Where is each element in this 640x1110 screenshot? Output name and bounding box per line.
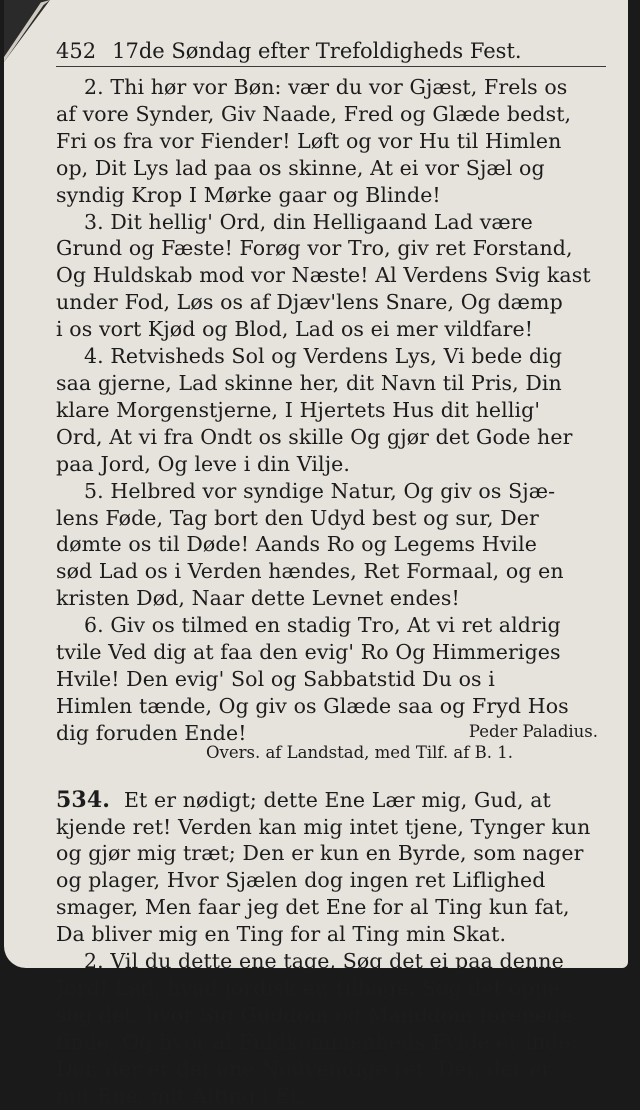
verse-line: Der, der er det ene Nødvendige ret, Der, der er [56, 1056, 552, 1081]
hymn-separator [56, 763, 606, 787]
page-body [56, 74, 606, 1110]
verse-line: og gjør mig træt; Den er kun en Byrde, som nager [56, 841, 584, 866]
verse-line: syndig Krop I Mørke gaar og Blinde! [56, 182, 441, 207]
verse-line: kjende ret! Verden kan mig intet tjene, Tynger kun [56, 814, 591, 839]
verse-line: og plager, Hvor Sjælen dog ingen ret Liflighed [56, 868, 546, 893]
verse-line: søg det, hvor Sig Guddom og Manddom forenede [56, 1002, 573, 1027]
verse-line: paa Jord, Og leve i din Vilje. [56, 451, 350, 476]
verse-line: Ord, At vi fra Ondt os skille Og gjør det Gode her [56, 424, 573, 449]
verse-line: sød Lad os i Verden hændes, Ret Formaal, og en [56, 559, 564, 584]
verse-line: dig foruden Ende! [56, 720, 247, 745]
verse-line: tvile Ved dig at faa den evig' Ro Og Himmeriges [56, 640, 561, 665]
verse-line: smager, Men faar jeg det Ene for al Ting kun fat, [56, 895, 570, 920]
hymn-number: 534. [56, 786, 110, 813]
running-header [56, 36, 606, 67]
verse-line: klare Morgenstjerne, I Hjertets Hus dit hellig' [56, 397, 541, 422]
author-signature: Peder Paladius. [468, 721, 598, 741]
verse-line: 2. Thi hør vor Bøn: vær du vor Gjæst, Frels os [84, 75, 568, 99]
verse-line: Et er nødigt; dette Ene Lær mig, Gud, at [123, 787, 551, 812]
verse-line: under Fod, Løs os af Djæv'lens Snare, Og dæmp [56, 290, 563, 315]
page-corner [4, 0, 50, 62]
verse-line: Jord! Lad, hvad jordisk er, tilbage, Søg det oppe, [56, 976, 567, 1000]
verse-line: finde, Og hvor al Fuldkommenheds Fylde er inde; [56, 1029, 578, 1054]
verse-line: Da bliver mig en Ting for al Ting min Skat. [56, 922, 507, 947]
page-number: 452 [56, 39, 97, 63]
book-page [4, 0, 628, 1108]
verse-line: Og Huldskab mod vor Næste! Al Verdens Svig kast [56, 263, 591, 288]
verse-line: kristen Død, Naar dette Levnet endes! [56, 586, 460, 611]
verse-line: af vore Synder, Giv Naade, Fred og Glæde bedst, [56, 101, 572, 126]
verse-line: Hvile! Den evig' Sol og Sabbatstid Du os i [56, 666, 495, 691]
verse-line: dømte os til Døde! Aands Ro og Legems Hvile [56, 532, 537, 557]
verse-line: lens Føde, Tag bort den Udyd best og sur, Der [56, 505, 539, 530]
verse-line: i os vort Kjød og Blod, Lad os ei mer vildfare! [56, 317, 534, 342]
hymn-first-line [56, 787, 606, 814]
verse-line: saa gjerne, Lad skinne her, dit Navn til Pris, Din [56, 370, 562, 395]
verse-line: 3. Dit hellig' Ord, din Helligaand Lad være [84, 209, 533, 234]
translation-credit: Overs. af Landstad, med Tilf. af B. 1. [206, 742, 513, 762]
verse-line: op, Dit Lys lad paa os skinne, At ei vor Sjæl og [56, 155, 545, 180]
verse-line: 5. Helbred vor syndige Natur, Og giv os Sjæ- [84, 478, 556, 503]
verse-line: 6. Giv os tilmed en stadig Tro, At vi ret aldrig [84, 613, 561, 638]
verse-line: mit Ene, mit Alting i Et. [56, 1083, 306, 1108]
verse-line: Grund og Fæste! Forøg vor Tro, giv ret Forstand, [56, 236, 573, 261]
verse-line: Himlen tænde, Og giv os Glæde saa og Fryd Hos [56, 693, 569, 718]
verse-line: 4. Retvisheds Sol og Verdens Lys, Vi bede dig [84, 344, 563, 369]
verse-line: 2. Vil du dette ene tage, Søg det ei paa denne [84, 949, 564, 974]
verse-line: Fri os fra vor Fiender! Løft og vor Hu til Himlen [56, 128, 562, 153]
running-title: 17de Søndag efter Trefoldigheds Fest. [112, 39, 522, 63]
